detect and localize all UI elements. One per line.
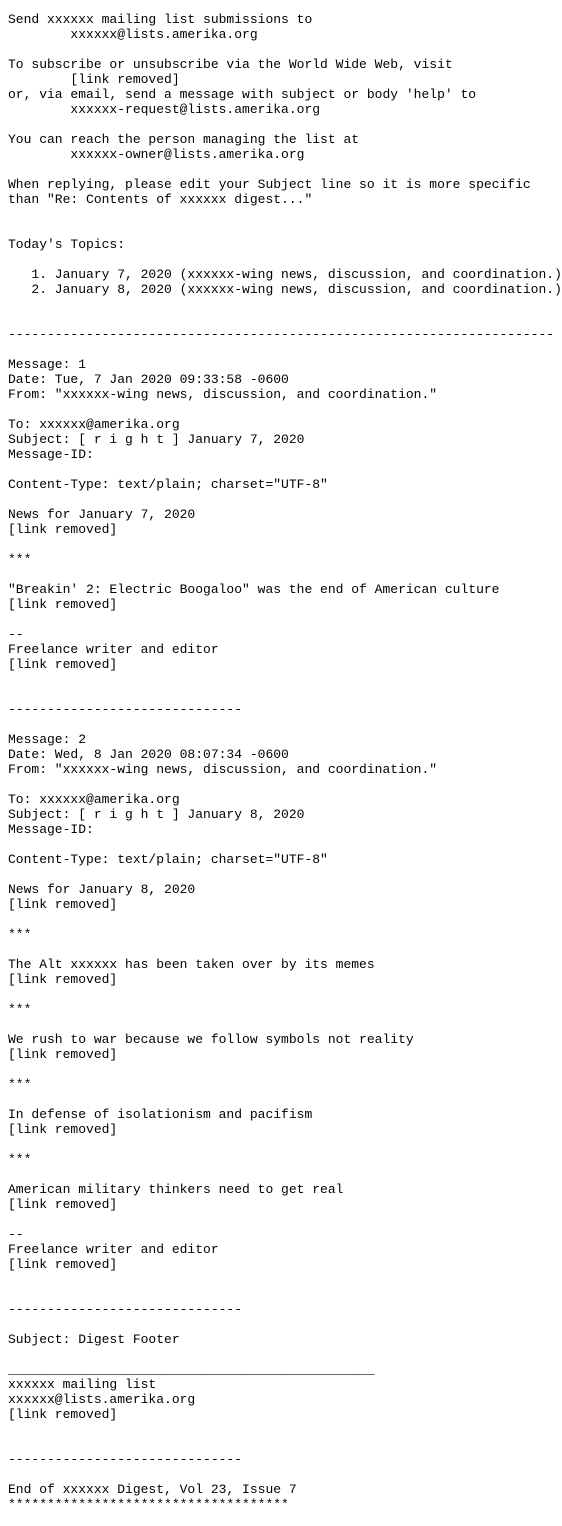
blank-line bbox=[8, 672, 562, 687]
header-field: To: xxxxxx@amerika.org bbox=[8, 792, 180, 807]
blank-line bbox=[8, 42, 562, 57]
blank-line bbox=[8, 222, 562, 237]
blank-line bbox=[8, 987, 562, 1002]
text-line: -- bbox=[8, 627, 24, 642]
header-field: Date: Tue, 7 Jan 2020 09:33:58 -0600 bbox=[8, 372, 289, 387]
blank-line bbox=[8, 777, 562, 792]
blank-line bbox=[8, 342, 562, 357]
blank-line bbox=[8, 492, 562, 507]
text-line: xxxxxx mailing list bbox=[8, 1377, 157, 1392]
blank-line bbox=[8, 1017, 562, 1032]
text-line: Freelance writer and editor bbox=[8, 1242, 219, 1257]
header-field: From: "xxxxxx-wing news, discussion, and coordination." bbox=[8, 387, 438, 402]
removed-link: [link removed] bbox=[8, 1047, 118, 1062]
footer-rule: _______________________________________________ bbox=[8, 1362, 375, 1377]
blank-line bbox=[8, 1437, 562, 1452]
text-line: End of xxxxxx Digest, Vol 23, Issue 7 bbox=[8, 1482, 297, 1497]
blank-line bbox=[8, 1347, 562, 1362]
separator-line: ------------------------------ bbox=[8, 1302, 243, 1317]
text-line: xxxxxx@lists.amerika.org bbox=[8, 27, 258, 42]
blank-line bbox=[8, 1062, 562, 1077]
blank-line bbox=[8, 1137, 562, 1152]
header-field: Message: 1 bbox=[8, 357, 87, 372]
text-line: The Alt xxxxxx has been taken over by its memes bbox=[8, 957, 375, 972]
blank-line bbox=[8, 867, 562, 882]
text-line: News for January 8, 2020 bbox=[8, 882, 196, 897]
blank-line bbox=[8, 1272, 562, 1287]
text-line: or, via email, send a message with subject or body 'help' to bbox=[8, 87, 477, 102]
asterisk-divider: *** bbox=[8, 1152, 32, 1167]
header-field: Message-ID: bbox=[8, 447, 94, 462]
separator-line: ---------------------------------------------------------------------- bbox=[8, 327, 555, 342]
asterisk-divider: *** bbox=[8, 1077, 32, 1092]
header-field: Date: Wed, 8 Jan 2020 08:07:34 -0600 bbox=[8, 747, 289, 762]
removed-link: [link removed] bbox=[8, 522, 118, 537]
text-line: "Breakin' 2: Electric Boogaloo" was the end of American culture bbox=[8, 582, 500, 597]
text-line: than "Re: Contents of xxxxxx digest..." bbox=[8, 192, 313, 207]
blank-line bbox=[8, 1422, 562, 1437]
header-field: Subject: Digest Footer bbox=[8, 1332, 180, 1347]
text-line: Today's Topics: bbox=[8, 237, 126, 252]
asterisk-divider: ************************************ bbox=[8, 1497, 289, 1512]
blank-line bbox=[8, 687, 562, 702]
blank-line bbox=[8, 462, 562, 477]
header-field: To: xxxxxx@amerika.org bbox=[8, 417, 180, 432]
header-field: Message: 2 bbox=[8, 732, 87, 747]
blank-line bbox=[8, 1467, 562, 1482]
blank-line bbox=[8, 1317, 562, 1332]
separator-line: ------------------------------ bbox=[8, 702, 243, 717]
text-line: Send xxxxxx mailing list submissions to bbox=[8, 12, 313, 27]
header-field: Subject: [ r i g h t ] January 8, 2020 bbox=[8, 807, 305, 822]
asterisk-divider: *** bbox=[8, 1002, 32, 1017]
blank-line bbox=[8, 402, 562, 417]
removed-link: [link removed] bbox=[8, 972, 118, 987]
header-field: Content-Type: text/plain; charset="UTF-8" bbox=[8, 477, 328, 492]
asterisk-divider: *** bbox=[8, 927, 32, 942]
blank-line bbox=[8, 717, 562, 732]
blank-line bbox=[8, 162, 562, 177]
blank-line bbox=[8, 837, 562, 852]
removed-link: [link removed] bbox=[8, 657, 118, 672]
blank-line bbox=[8, 912, 562, 927]
blank-line bbox=[8, 1212, 562, 1227]
header-field: Subject: [ r i g h t ] January 7, 2020 bbox=[8, 432, 305, 447]
blank-line bbox=[8, 117, 562, 132]
topic-item: 2. January 8, 2020 (xxxxxx-wing news, discussion, and coordination.) bbox=[8, 282, 562, 297]
header-field: From: "xxxxxx-wing news, discussion, and coordination." bbox=[8, 762, 438, 777]
text-line: When replying, please edit your Subject line so it is more specific bbox=[8, 177, 531, 192]
blank-line bbox=[8, 612, 562, 627]
text-line: You can reach the person managing the list at bbox=[8, 132, 360, 147]
text-line: American military thinkers need to get real bbox=[8, 1182, 344, 1197]
asterisk-divider: *** bbox=[8, 552, 32, 567]
topic-item: 1. January 7, 2020 (xxxxxx-wing news, discussion, and coordination.) bbox=[8, 267, 562, 282]
blank-line bbox=[8, 252, 562, 267]
blank-line bbox=[8, 297, 562, 312]
blank-line bbox=[8, 942, 562, 957]
removed-link: [link removed] bbox=[8, 1122, 118, 1137]
text-line: We rush to war because we follow symbols not reality bbox=[8, 1032, 414, 1047]
header-field: Content-Type: text/plain; charset="UTF-8" bbox=[8, 852, 328, 867]
text-line: Freelance writer and editor bbox=[8, 642, 219, 657]
separator-line: ------------------------------ bbox=[8, 1452, 243, 1467]
blank-line bbox=[8, 312, 562, 327]
text-line: -- bbox=[8, 1227, 24, 1242]
text-line: xxxxxx-request@lists.amerika.org bbox=[8, 102, 321, 117]
header-field: Message-ID: bbox=[8, 822, 94, 837]
blank-line bbox=[8, 1167, 562, 1182]
blank-line bbox=[8, 537, 562, 552]
removed-link: [link removed] bbox=[8, 72, 180, 87]
blank-line bbox=[8, 1092, 562, 1107]
blank-line bbox=[8, 207, 562, 222]
removed-link: [link removed] bbox=[8, 897, 118, 912]
removed-link: [link removed] bbox=[8, 1257, 118, 1272]
text-line: News for January 7, 2020 bbox=[8, 507, 196, 522]
blank-line bbox=[8, 567, 562, 582]
removed-link: [link removed] bbox=[8, 1407, 118, 1422]
text-line: In defense of isolationism and pacifism bbox=[8, 1107, 313, 1122]
blank-line bbox=[8, 1287, 562, 1302]
removed-link: [link removed] bbox=[8, 597, 118, 612]
text-line: To subscribe or unsubscribe via the World Wide Web, visit bbox=[8, 57, 453, 72]
text-line: xxxxxx@lists.amerika.org bbox=[8, 1392, 196, 1407]
text-line: xxxxxx-owner@lists.amerika.org bbox=[8, 147, 305, 162]
removed-link: [link removed] bbox=[8, 1197, 118, 1212]
